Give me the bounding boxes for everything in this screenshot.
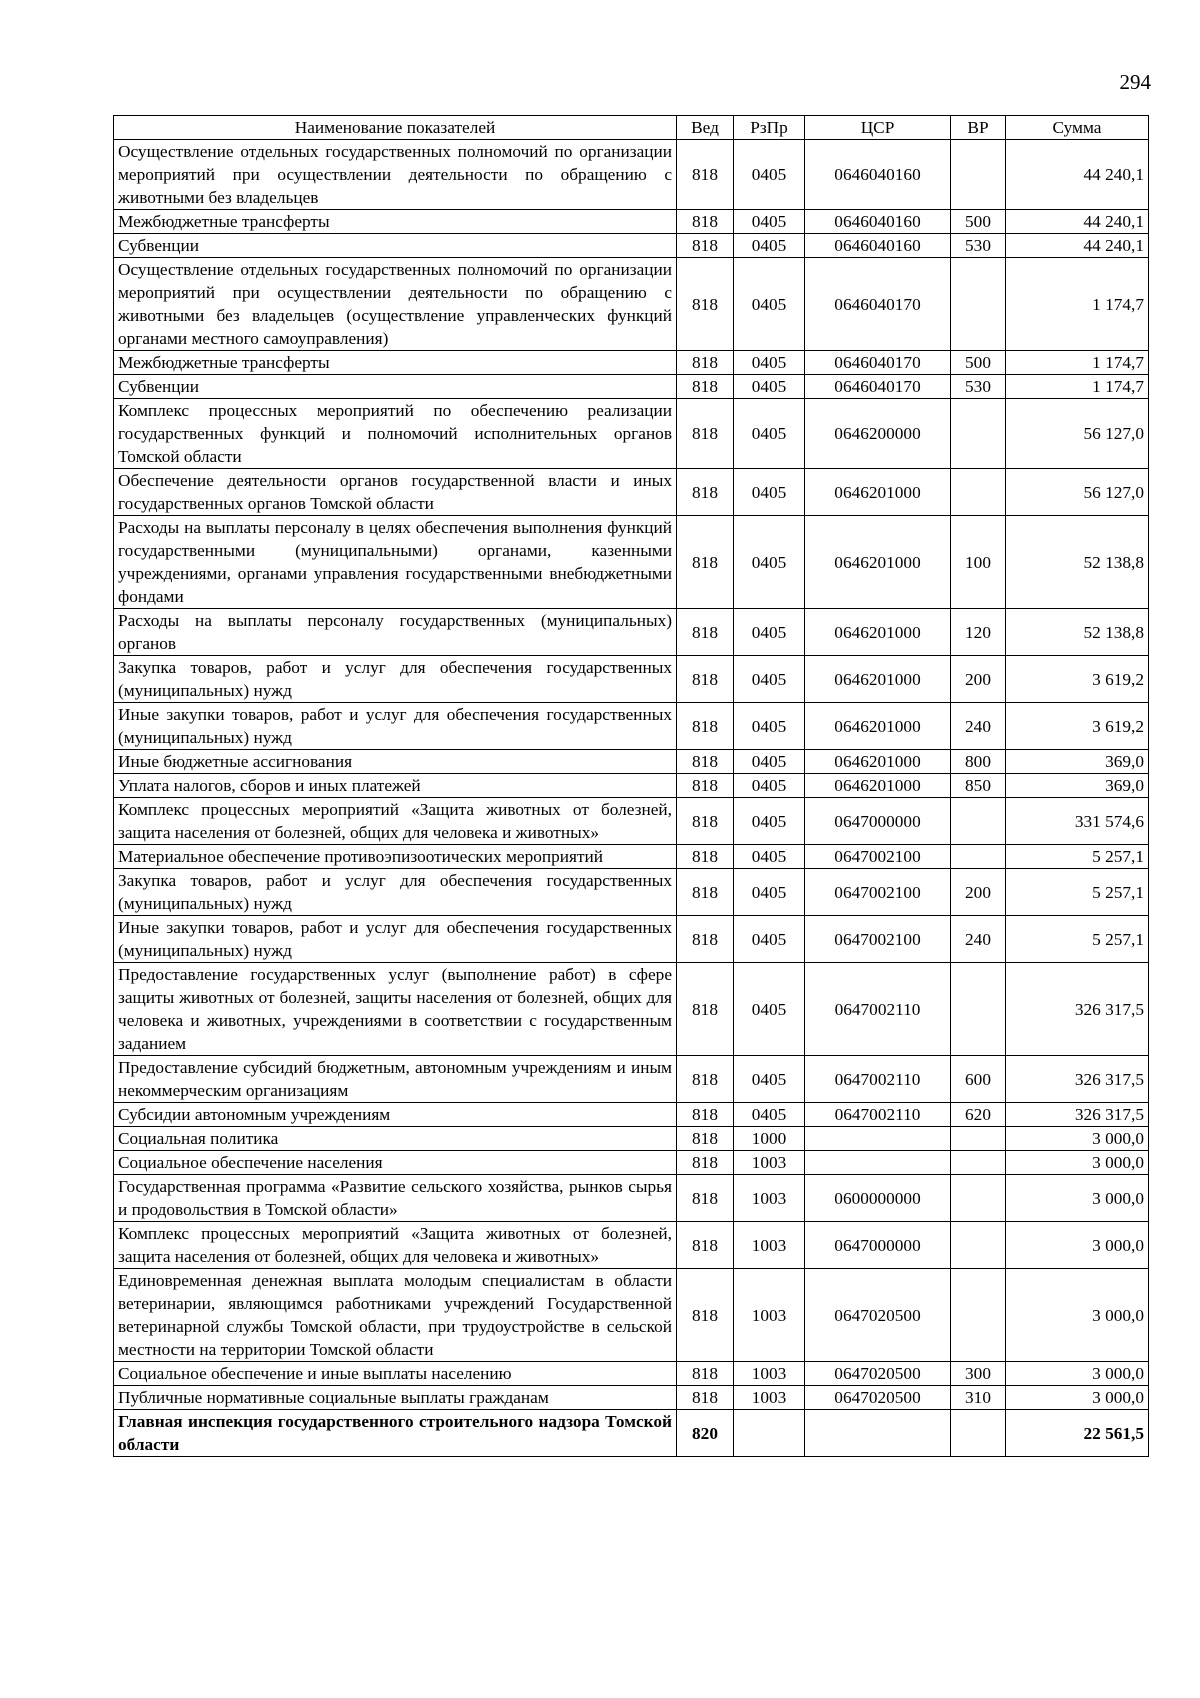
cell-name: Межбюджетные трансферты xyxy=(114,351,677,375)
table-row xyxy=(114,516,1149,609)
cell-sum: 3 000,0 xyxy=(1006,1222,1149,1269)
cell-name: Социальное обеспечение и иные выплаты населению xyxy=(114,1362,677,1386)
header-row xyxy=(114,116,1149,140)
cell-csr: 0600000000 xyxy=(805,1175,951,1222)
cell-name: Осуществление отдельных государственных полномочий по организации мероприятий при осуществлении деятельности по обращению с животными без владельцев (осуществление управленческих функций органами местного самоуправления) xyxy=(114,258,677,351)
cell-sum: 56 127,0 xyxy=(1006,399,1149,469)
cell-ved: 818 xyxy=(677,516,734,609)
cell-ved: 818 xyxy=(677,1222,734,1269)
header-ved: Вед xyxy=(677,116,734,140)
cell-ved: 818 xyxy=(677,1269,734,1362)
cell-name: Комплекс процессных мероприятий «Защита животных от болезней, защита населения от болезней, общих для человека и животных» xyxy=(114,798,677,845)
cell-name: Социальное обеспечение населения xyxy=(114,1151,677,1175)
cell-ved: 818 xyxy=(677,469,734,516)
cell-sum: 326 317,5 xyxy=(1006,1103,1149,1127)
cell-name: Комплекс процессных мероприятий «Защита животных от болезней, защита населения от болезней, общих для человека и животных» xyxy=(114,1222,677,1269)
cell-vr: 500 xyxy=(951,351,1006,375)
table-row xyxy=(114,845,1149,869)
cell-name: Закупка товаров, работ и услуг для обеспечения государственных (муниципальных) нужд xyxy=(114,869,677,916)
cell-vr xyxy=(951,469,1006,516)
cell-rzpr: 0405 xyxy=(734,516,805,609)
table-row xyxy=(114,869,1149,916)
cell-csr: 0647002100 xyxy=(805,869,951,916)
header-vr: ВР xyxy=(951,116,1006,140)
cell-ved: 818 xyxy=(677,140,734,210)
cell-csr: 0646040160 xyxy=(805,140,951,210)
cell-name: Обеспечение деятельности органов государственной власти и иных государственных органов Томской области xyxy=(114,469,677,516)
table-row xyxy=(114,1410,1149,1457)
cell-name: Единовременная денежная выплата молодым специалистам в области ветеринарии, являющимся работниками учреждений Государственной ветеринарной службы Томской области, при трудоустройстве в сельской местности на территории Томской области xyxy=(114,1269,677,1362)
cell-csr xyxy=(805,1151,951,1175)
cell-sum: 1 174,7 xyxy=(1006,258,1149,351)
cell-vr: 300 xyxy=(951,1362,1006,1386)
cell-rzpr: 0405 xyxy=(734,609,805,656)
cell-vr: 530 xyxy=(951,234,1006,258)
cell-name: Социальная политика xyxy=(114,1127,677,1151)
header-csr: ЦСР xyxy=(805,116,951,140)
cell-name: Субсидии автономным учреждениям xyxy=(114,1103,677,1127)
cell-ved: 818 xyxy=(677,774,734,798)
cell-ved: 818 xyxy=(677,210,734,234)
cell-rzpr: 1000 xyxy=(734,1127,805,1151)
cell-csr: 0647002100 xyxy=(805,845,951,869)
cell-rzpr: 0405 xyxy=(734,798,805,845)
table-row xyxy=(114,469,1149,516)
cell-sum: 52 138,8 xyxy=(1006,516,1149,609)
table-row xyxy=(114,609,1149,656)
table-row xyxy=(114,916,1149,963)
header-name: Наименование показателей xyxy=(114,116,677,140)
cell-ved: 818 xyxy=(677,869,734,916)
cell-vr: 240 xyxy=(951,703,1006,750)
cell-name: Материальное обеспечение противоэпизоотических мероприятий xyxy=(114,845,677,869)
cell-csr: 0646040170 xyxy=(805,375,951,399)
cell-csr: 0647020500 xyxy=(805,1269,951,1362)
cell-vr xyxy=(951,1269,1006,1362)
cell-ved: 818 xyxy=(677,1127,734,1151)
cell-sum: 5 257,1 xyxy=(1006,845,1149,869)
cell-rzpr: 1003 xyxy=(734,1269,805,1362)
cell-csr: 0646201000 xyxy=(805,774,951,798)
cell-ved: 818 xyxy=(677,963,734,1056)
cell-rzpr: 0405 xyxy=(734,1103,805,1127)
cell-vr xyxy=(951,1222,1006,1269)
table-row xyxy=(114,1269,1149,1362)
table-row xyxy=(114,258,1149,351)
cell-rzpr: 1003 xyxy=(734,1362,805,1386)
cell-ved: 818 xyxy=(677,234,734,258)
cell-name: Межбюджетные трансферты xyxy=(114,210,677,234)
cell-name: Субвенции xyxy=(114,234,677,258)
cell-name: Государственная программа «Развитие сельского хозяйства, рынков сырья и продовольствия в Томской области» xyxy=(114,1175,677,1222)
cell-vr xyxy=(951,1175,1006,1222)
cell-csr: 0646201000 xyxy=(805,656,951,703)
table-body xyxy=(114,140,1149,1457)
cell-sum: 1 174,7 xyxy=(1006,351,1149,375)
cell-sum: 3 619,2 xyxy=(1006,703,1149,750)
cell-vr: 120 xyxy=(951,609,1006,656)
cell-name: Иные закупки товаров, работ и услуг для обеспечения государственных (муниципальных) нужд xyxy=(114,703,677,750)
cell-rzpr: 0405 xyxy=(734,869,805,916)
cell-sum: 5 257,1 xyxy=(1006,869,1149,916)
table-row xyxy=(114,1362,1149,1386)
cell-csr xyxy=(805,1410,951,1457)
table-row xyxy=(114,351,1149,375)
cell-sum: 44 240,1 xyxy=(1006,210,1149,234)
budget-table xyxy=(113,115,1149,1457)
cell-name: Предоставление государственных услуг (выполнение работ) в сфере защиты животных от болезней, защиты населения от болезней, общих для человека и животных, учреждениями в соответствии с государственным заданием xyxy=(114,963,677,1056)
cell-rzpr: 0405 xyxy=(734,916,805,963)
cell-name: Предоставление субсидий бюджетным, автономным учреждениям и иным некоммерческим организациям xyxy=(114,1056,677,1103)
cell-sum: 3 000,0 xyxy=(1006,1362,1149,1386)
cell-ved: 818 xyxy=(677,375,734,399)
cell-sum: 1 174,7 xyxy=(1006,375,1149,399)
table-row xyxy=(114,798,1149,845)
cell-vr: 200 xyxy=(951,656,1006,703)
cell-ved: 818 xyxy=(677,1386,734,1410)
table-row xyxy=(114,234,1149,258)
table-row xyxy=(114,656,1149,703)
cell-rzpr: 1003 xyxy=(734,1151,805,1175)
cell-sum: 3 000,0 xyxy=(1006,1269,1149,1362)
cell-ved: 818 xyxy=(677,703,734,750)
cell-ved: 818 xyxy=(677,1103,734,1127)
cell-sum: 326 317,5 xyxy=(1006,963,1149,1056)
cell-vr xyxy=(951,399,1006,469)
cell-sum: 326 317,5 xyxy=(1006,1056,1149,1103)
cell-name: Расходы на выплаты персоналу государственных (муниципальных) органов xyxy=(114,609,677,656)
cell-vr xyxy=(951,1127,1006,1151)
cell-csr: 0646201000 xyxy=(805,703,951,750)
cell-csr: 0647002110 xyxy=(805,1103,951,1127)
cell-rzpr: 0405 xyxy=(734,845,805,869)
cell-ved: 818 xyxy=(677,258,734,351)
cell-csr: 0647000000 xyxy=(805,798,951,845)
cell-sum: 44 240,1 xyxy=(1006,140,1149,210)
cell-ved: 820 xyxy=(677,1410,734,1457)
cell-rzpr: 0405 xyxy=(734,703,805,750)
cell-sum: 3 000,0 xyxy=(1006,1151,1149,1175)
cell-ved: 818 xyxy=(677,916,734,963)
cell-ved: 818 xyxy=(677,845,734,869)
cell-sum: 331 574,6 xyxy=(1006,798,1149,845)
cell-csr: 0647002110 xyxy=(805,963,951,1056)
cell-csr: 0647020500 xyxy=(805,1362,951,1386)
cell-ved: 818 xyxy=(677,1175,734,1222)
cell-csr: 0647002100 xyxy=(805,916,951,963)
cell-rzpr: 1003 xyxy=(734,1386,805,1410)
cell-name: Публичные нормативные социальные выплаты гражданам xyxy=(114,1386,677,1410)
cell-vr: 500 xyxy=(951,210,1006,234)
cell-rzpr: 0405 xyxy=(734,258,805,351)
table-row xyxy=(114,750,1149,774)
cell-csr: 0646201000 xyxy=(805,469,951,516)
table-row xyxy=(114,1386,1149,1410)
cell-rzpr xyxy=(734,1410,805,1457)
cell-ved: 818 xyxy=(677,798,734,845)
cell-vr xyxy=(951,845,1006,869)
table-row xyxy=(114,210,1149,234)
cell-csr: 0646201000 xyxy=(805,516,951,609)
cell-ved: 818 xyxy=(677,1056,734,1103)
cell-name: Осуществление отдельных государственных полномочий по организации мероприятий при осуществлении деятельности по обращению с животными без владельцев xyxy=(114,140,677,210)
cell-vr: 620 xyxy=(951,1103,1006,1127)
table-header xyxy=(114,116,1149,140)
cell-csr: 0647020500 xyxy=(805,1386,951,1410)
cell-sum: 3 000,0 xyxy=(1006,1127,1149,1151)
table-row xyxy=(114,1056,1149,1103)
cell-ved: 818 xyxy=(677,609,734,656)
cell-sum: 52 138,8 xyxy=(1006,609,1149,656)
cell-csr: 0646040170 xyxy=(805,258,951,351)
cell-vr: 100 xyxy=(951,516,1006,609)
cell-rzpr: 0405 xyxy=(734,469,805,516)
cell-rzpr: 0405 xyxy=(734,656,805,703)
cell-sum: 3 619,2 xyxy=(1006,656,1149,703)
table-row xyxy=(114,1175,1149,1222)
cell-rzpr: 1003 xyxy=(734,1222,805,1269)
cell-vr: 200 xyxy=(951,869,1006,916)
table-row xyxy=(114,1127,1149,1151)
cell-ved: 818 xyxy=(677,750,734,774)
cell-sum: 56 127,0 xyxy=(1006,469,1149,516)
cell-csr: 0646040160 xyxy=(805,210,951,234)
cell-name: Иные закупки товаров, работ и услуг для обеспечения государственных (муниципальных) нужд xyxy=(114,916,677,963)
cell-name: Главная инспекция государственного строительного надзора Томской области xyxy=(114,1410,677,1457)
cell-sum: 44 240,1 xyxy=(1006,234,1149,258)
cell-rzpr: 0405 xyxy=(734,1056,805,1103)
table-row xyxy=(114,703,1149,750)
cell-rzpr: 0405 xyxy=(734,234,805,258)
cell-vr xyxy=(951,258,1006,351)
cell-csr: 0647002110 xyxy=(805,1056,951,1103)
cell-ved: 818 xyxy=(677,656,734,703)
cell-name: Закупка товаров, работ и услуг для обеспечения государственных (муниципальных) нужд xyxy=(114,656,677,703)
cell-rzpr: 0405 xyxy=(734,210,805,234)
cell-ved: 818 xyxy=(677,399,734,469)
cell-sum: 3 000,0 xyxy=(1006,1175,1149,1222)
cell-rzpr: 0405 xyxy=(734,750,805,774)
cell-sum: 369,0 xyxy=(1006,750,1149,774)
cell-vr xyxy=(951,1151,1006,1175)
cell-vr: 800 xyxy=(951,750,1006,774)
cell-vr: 240 xyxy=(951,916,1006,963)
header-rzpr: РзПр xyxy=(734,116,805,140)
table-row xyxy=(114,399,1149,469)
cell-rzpr: 0405 xyxy=(734,375,805,399)
cell-vr xyxy=(951,798,1006,845)
cell-csr: 0646200000 xyxy=(805,399,951,469)
cell-sum: 22 561,5 xyxy=(1006,1410,1149,1457)
cell-csr: 0646040170 xyxy=(805,351,951,375)
cell-name: Субвенции xyxy=(114,375,677,399)
cell-sum: 5 257,1 xyxy=(1006,916,1149,963)
cell-csr: 0647000000 xyxy=(805,1222,951,1269)
table-row xyxy=(114,375,1149,399)
cell-csr: 0646040160 xyxy=(805,234,951,258)
cell-vr xyxy=(951,140,1006,210)
page-number: 294 xyxy=(1119,70,1151,94)
cell-rzpr: 1003 xyxy=(734,1175,805,1222)
cell-rzpr: 0405 xyxy=(734,774,805,798)
table-row xyxy=(114,1151,1149,1175)
cell-sum: 3 000,0 xyxy=(1006,1386,1149,1410)
cell-ved: 818 xyxy=(677,1151,734,1175)
cell-csr: 0646201000 xyxy=(805,609,951,656)
cell-rzpr: 0405 xyxy=(734,351,805,375)
cell-name: Уплата налогов, сборов и иных платежей xyxy=(114,774,677,798)
header-sum: Сумма xyxy=(1006,116,1149,140)
cell-ved: 818 xyxy=(677,1362,734,1386)
cell-vr xyxy=(951,1410,1006,1457)
table-row xyxy=(114,774,1149,798)
cell-csr: 0646201000 xyxy=(805,750,951,774)
table-row xyxy=(114,1222,1149,1269)
table-row xyxy=(114,963,1149,1056)
cell-name: Комплекс процессных мероприятий по обеспечению реализации государственных функций и полномочий исполнительных органов Томской области xyxy=(114,399,677,469)
cell-vr: 850 xyxy=(951,774,1006,798)
cell-vr: 600 xyxy=(951,1056,1006,1103)
table-row xyxy=(114,1103,1149,1127)
cell-sum: 369,0 xyxy=(1006,774,1149,798)
cell-name: Иные бюджетные ассигнования xyxy=(114,750,677,774)
cell-vr: 310 xyxy=(951,1386,1006,1410)
cell-ved: 818 xyxy=(677,351,734,375)
cell-vr xyxy=(951,963,1006,1056)
cell-rzpr: 0405 xyxy=(734,399,805,469)
cell-rzpr: 0405 xyxy=(734,963,805,1056)
cell-csr xyxy=(805,1127,951,1151)
cell-vr: 530 xyxy=(951,375,1006,399)
table-row xyxy=(114,140,1149,210)
cell-name: Расходы на выплаты персоналу в целях обеспечения выполнения функций государственными (муниципальными) органами, казенными учреждениями, органами управления государственными внебюджетными фондами xyxy=(114,516,677,609)
cell-rzpr: 0405 xyxy=(734,140,805,210)
